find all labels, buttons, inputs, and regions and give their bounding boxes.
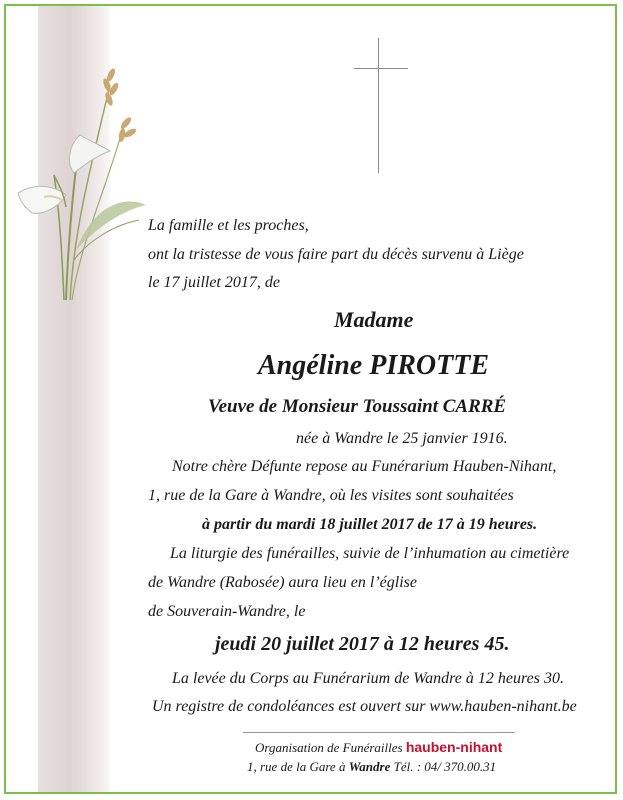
deceased-title: Madame — [334, 307, 414, 332]
funeral-line-2: de Wandre (Rabosée) aura lieu en l’église — [148, 574, 417, 591]
cross-icon — [354, 38, 408, 173]
intro-line-2: ont la tristesse de vous faire part du décès survenu à Liège — [148, 246, 524, 263]
visit-line-1: Notre chère Défunte repose au Funérarium Hauben-Nihant, — [172, 458, 557, 475]
intro-line-1: La famille et les proches, — [148, 217, 309, 234]
funeral-date: jeudi 20 juillet 2017 à 12 heures 45. — [215, 633, 510, 655]
birth-line: née à Wandre le 25 janvier 1916. — [296, 430, 508, 447]
footer-org-label: Organisation de Funérailles — [255, 740, 403, 755]
footer-address-prefix: 1, rue de la Gare à — [247, 759, 346, 774]
footer-divider — [243, 732, 515, 733]
intro-line-3: le 17 juillet 2017, de — [148, 274, 280, 291]
footer-address — [247, 759, 496, 775]
closing-line-1: La levée du Corps au Funérarium de Wandre à 12 heures 30. — [172, 670, 564, 687]
calla-lily-wheat-illustration — [14, 45, 154, 305]
funeral-line-3: de Souverain-Wandre, le — [148, 603, 306, 620]
funeral-line-1: La liturgie des funérailles, suivie de l’inhumation au cimetière — [170, 545, 570, 562]
brand-logo: hauben-nihant — [405, 739, 503, 755]
visit-line-2: 1, rue de la Gare à Wandre, où les visites sont souhaitées — [148, 487, 514, 504]
footer-address-town: Wandre — [348, 759, 391, 774]
footer-phone: Tél. : 04/ 370.00.31 — [393, 759, 497, 774]
widow-of: Veuve de Monsieur Toussaint CARRÉ — [208, 396, 507, 417]
deceased-name: Angéline PIROTTE — [258, 350, 490, 381]
closing-line-2: Un registre de condoléances est ouvert sur www.hauben-nihant.be — [152, 698, 577, 715]
footer-organisation — [255, 739, 502, 756]
visit-hours: à partir du mardi 18 juillet 2017 de 17 à 19 heures. — [202, 516, 538, 533]
